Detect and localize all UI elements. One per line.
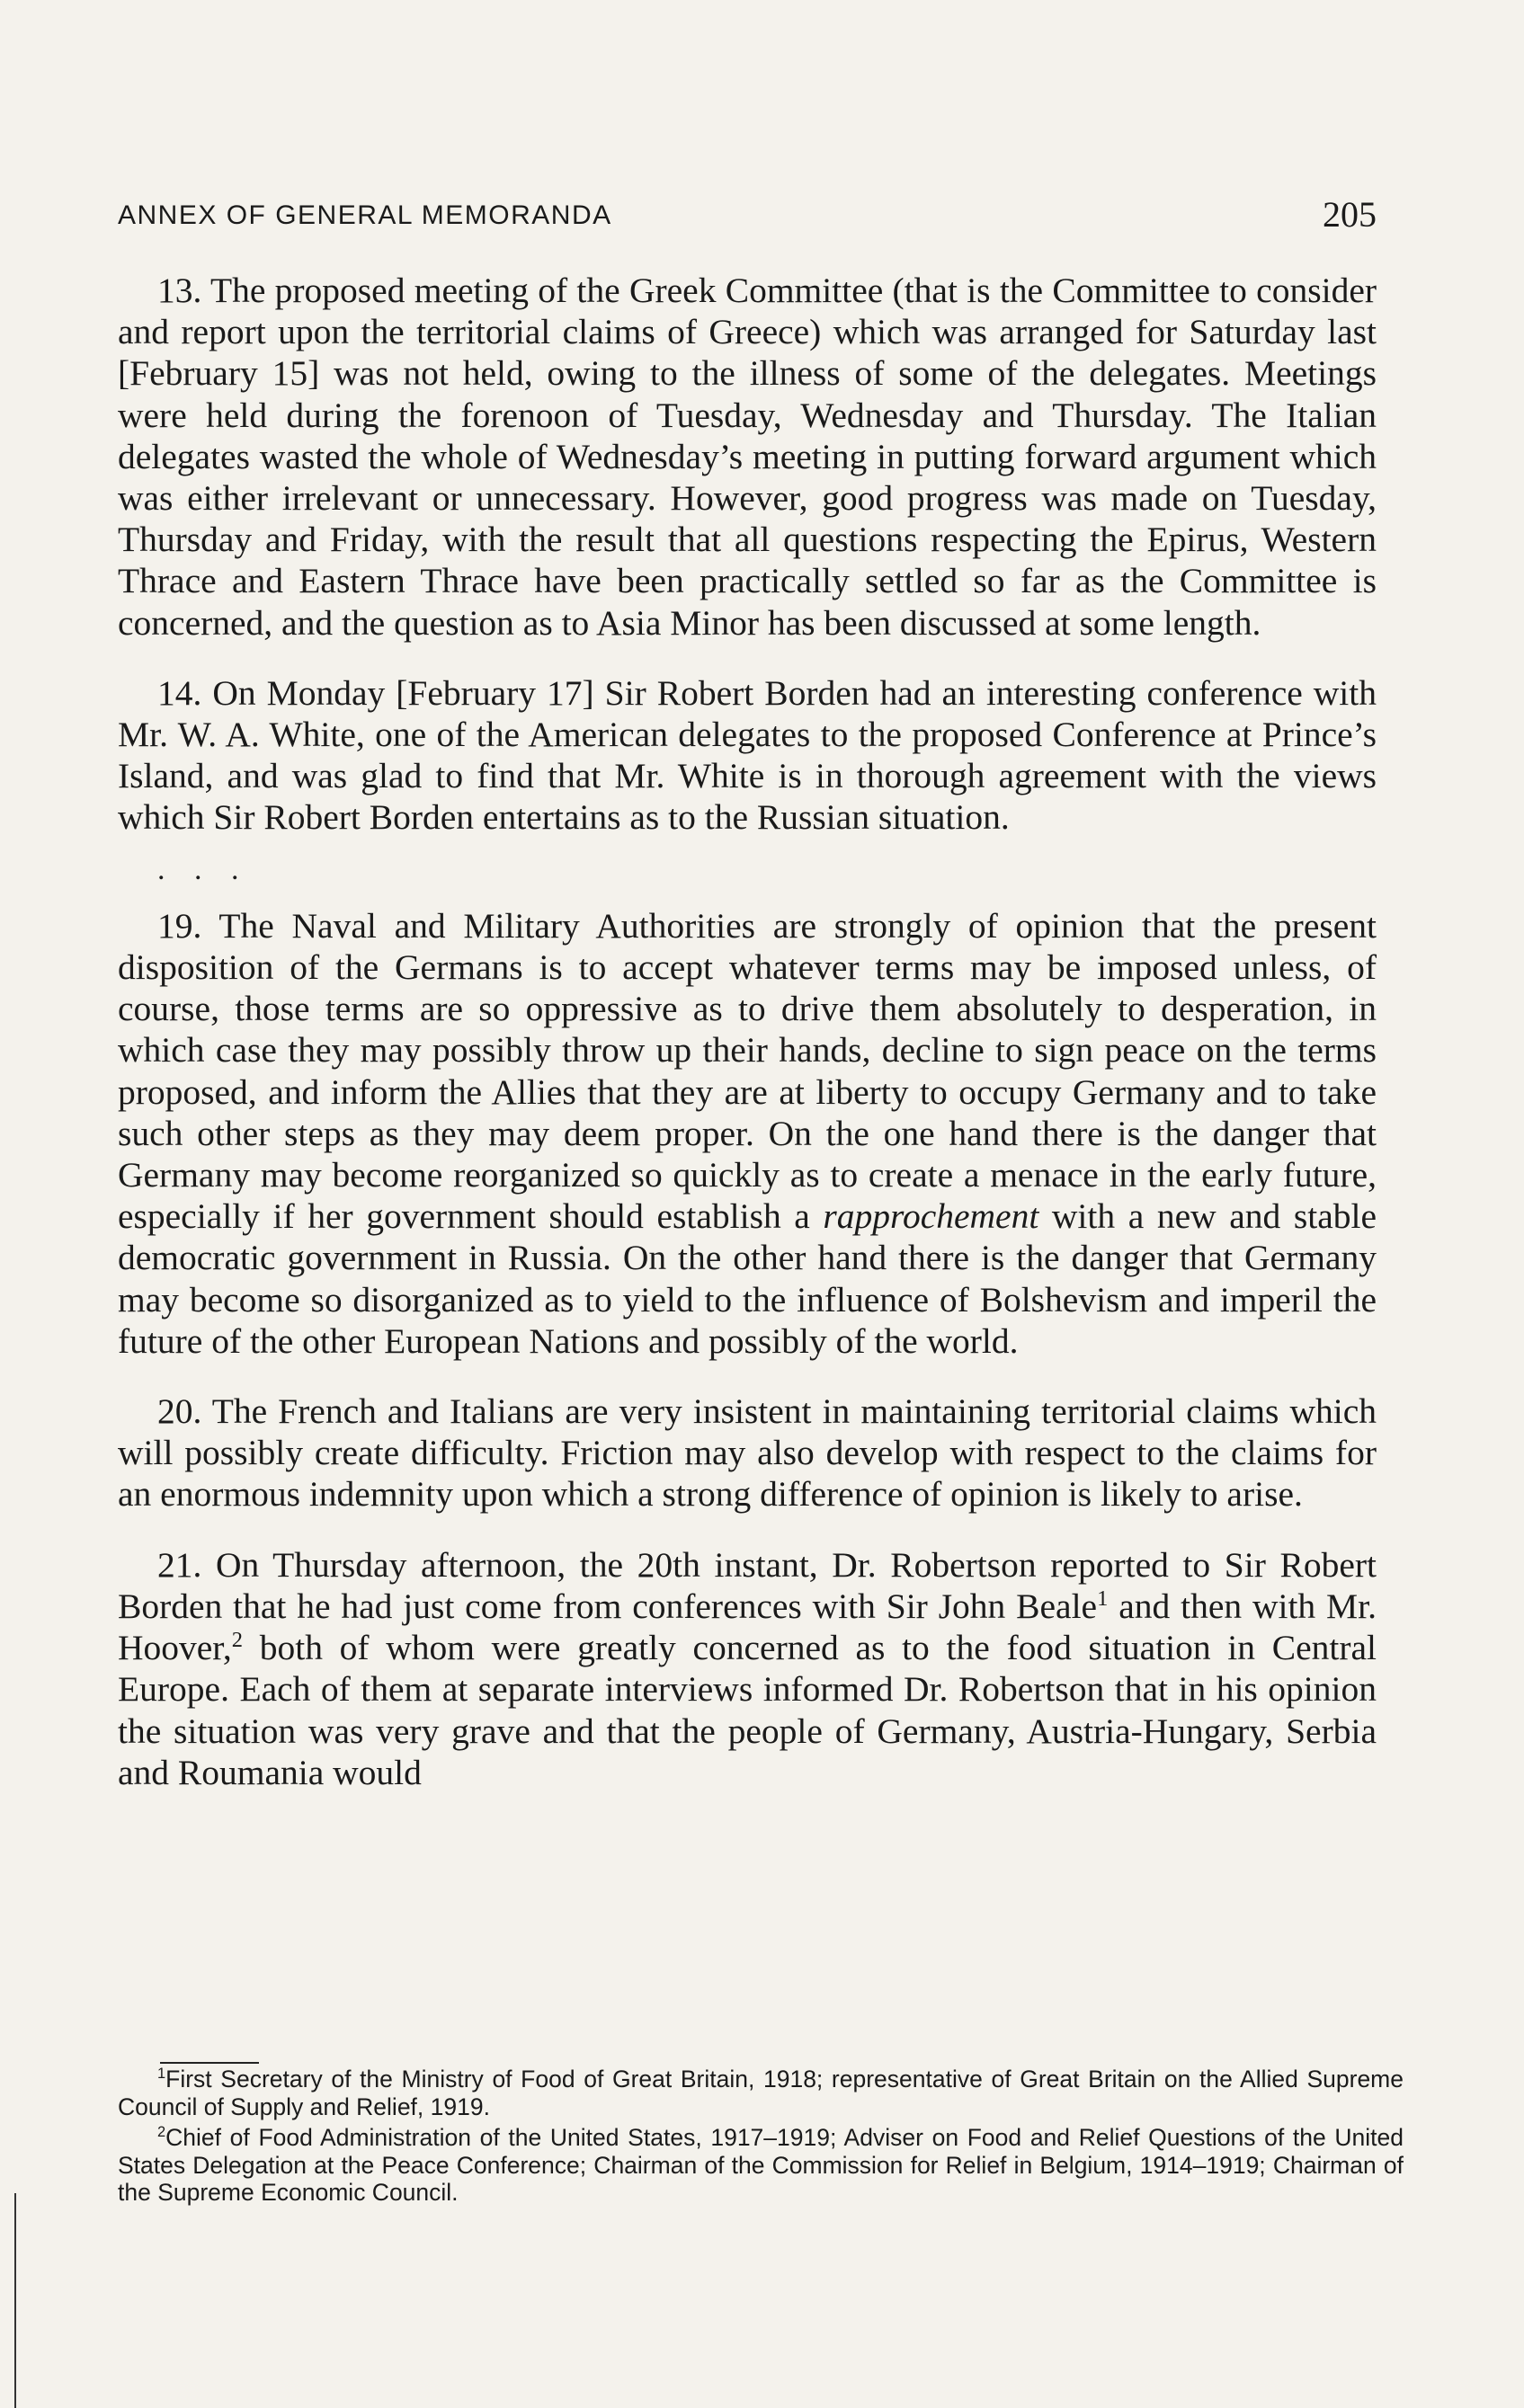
paragraph-21-text-c: both of whom were greatly concerned as to the food situation in Central Europe. Each of them at separate interviews informed Dr. Robertson that in his opinion the situation was very grave and that the people of Germany, Austria-Hungary, Serbia and Roumania would bbox=[118, 1628, 1377, 1792]
footnote-1-text: First Secretary of the Ministry of Food of Great Britain, 1918; representative of Great Britain on the Allied Supreme Council of Supply and Relief, 1919. bbox=[118, 2066, 1404, 2120]
italic-term: rapprochement bbox=[823, 1196, 1039, 1237]
paragraph-19 bbox=[118, 905, 1377, 1362]
footnotes bbox=[118, 2066, 1404, 2210]
footnote-2-mark: 2 bbox=[157, 2124, 166, 2141]
paragraph-21-text-a: 21. On Thursday afternoon, the 20th instant, Dr. Robertson reported to Sir Robert Borden that he had just come from conferences with Sir John Beale bbox=[118, 1544, 1377, 1626]
footnote-1-mark: 1 bbox=[157, 2066, 166, 2083]
running-head: ANNEX OF GENERAL MEMORANDA bbox=[118, 200, 612, 230]
paragraph-21 bbox=[118, 1544, 1377, 1793]
scan-margin-line bbox=[14, 2193, 16, 2408]
footnote-ref-1: 1 bbox=[1097, 1586, 1109, 1611]
footnote-ref-2: 2 bbox=[231, 1627, 244, 1652]
paragraph-21-text-b: and then with Mr. Hoover, bbox=[118, 1586, 1377, 1668]
page-header bbox=[118, 191, 1377, 236]
paragraph-19-text-b: with a new and stable democratic government in Russia. On the other hand there is the danger that Germany may become so disorganized as to yield to the influence of Bolshevism and imperil the future of the other European Nations and possibly of the world. bbox=[118, 1196, 1377, 1361]
paragraph-19-text-a: 19. The Naval and Military Authorities are strongly of opinion that the present disposition of the Germans is to accept whatever terms may be imposed unless, of course, those terms are so oppressive as to drive them absolutely to desperation, in which case they may possibly throw up their hands, decline to sign peace on the terms proposed, and inform the Allies that they are at liberty to occupy Germany and to take such other steps as they may deem proper. On the one hand there is the danger that Germany may become reorganized so quickly as to create a menace in the early future, especially if her government should establish a bbox=[118, 905, 1377, 1237]
paragraph-14: 14. On Monday [February 17] Sir Robert Borden had an interesting conference with Mr. W. A. White, one of the American delegates to the proposed Conference at Prince’s Island, and was glad to find that Mr. White is in thorough agreement with the views which Sir Robert Borden entertains as to the Russian situation. bbox=[118, 672, 1377, 838]
footnote-2-text: Chief of Food Administration of the United States, 1917–1919; Adviser on Food and Relief Questions of the United States Delegation at the Peace Conference; Chairman of the Commission for Relief in Belgium, 1914–1919; Chairman of the Supreme Economic Council. bbox=[118, 2124, 1404, 2206]
omission-ellipsis: . . . bbox=[157, 852, 250, 886]
paragraph-20: 20. The French and Italians are very insistent in maintaining territorial claims which will possibly create difficulty. Friction may also develop with respect to the claims for an enormous indemnity upon which a strong difference of opinion is likely to arise. bbox=[118, 1391, 1377, 1515]
body-text bbox=[118, 270, 1377, 1822]
footnote-2 bbox=[118, 2124, 1404, 2207]
footnote-1 bbox=[118, 2066, 1404, 2120]
footnote-divider bbox=[160, 2062, 259, 2064]
paragraph-13: 13. The proposed meeting of the Greek Committee (that is the Committee to consider and report upon the territorial claims of Greece) which was arranged for Saturday last [February 15] was not held, owing to the illness of some of the delegates. Meetings were held during the forenoon of Tuesday, Wednesday and Thursday. The Italian delegates wasted the whole of Wednesday’s meeting in putting forward argument which was either irrelevant or unnecessary. However, good progress was made on Tuesday, Thursday and Friday, with the result that all questions respecting the Epirus, Western Thrace and Eastern Thrace have been practically settled so far as the Committee is concerned, and the question as to Asia Minor has been discussed at some length. bbox=[118, 271, 1377, 643]
page-number: 205 bbox=[1323, 194, 1377, 235]
